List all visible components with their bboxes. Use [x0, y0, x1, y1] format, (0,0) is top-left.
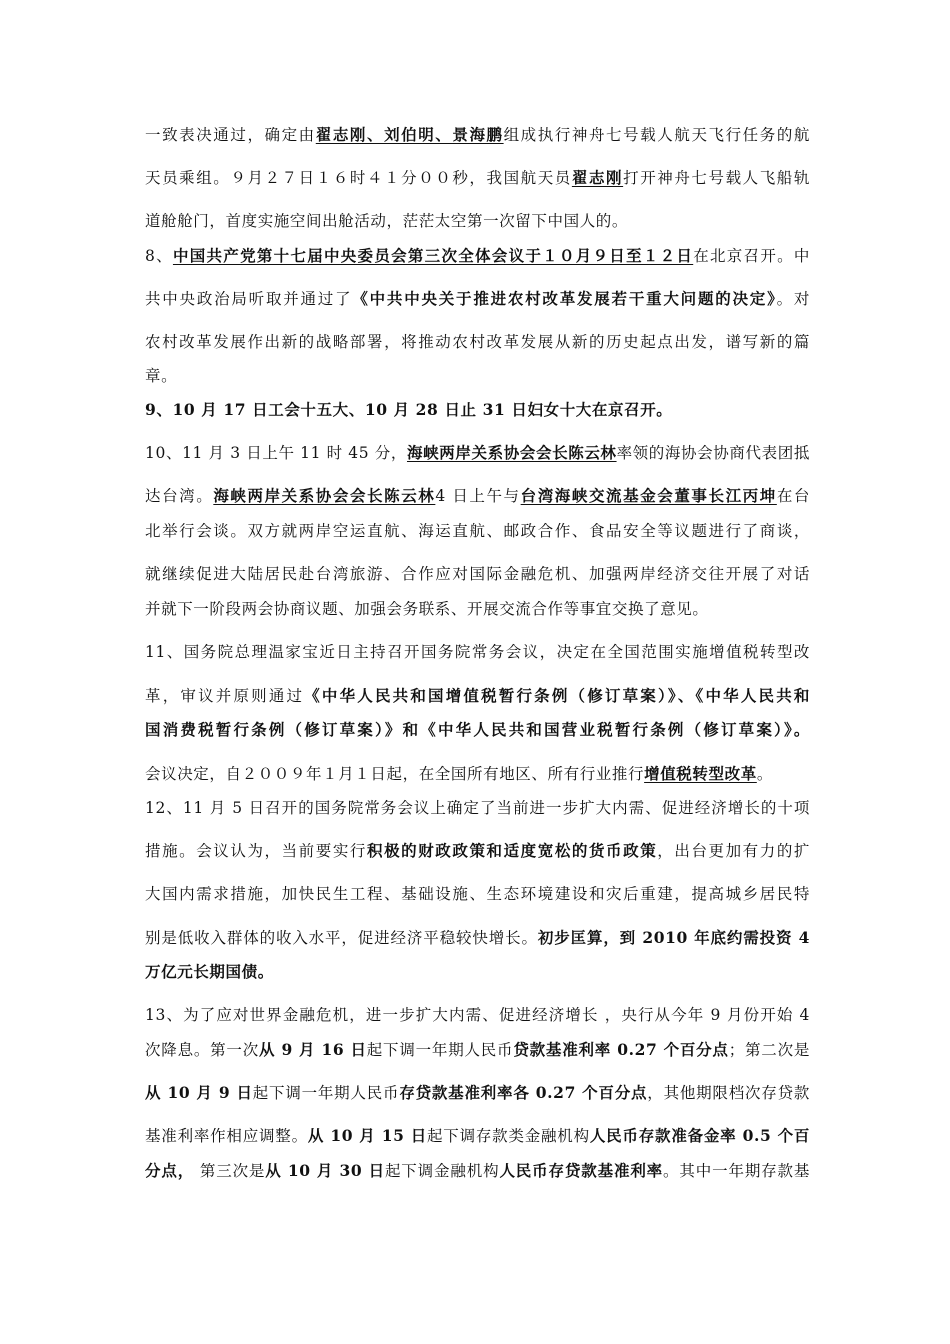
text-run: 打开神舟七号载人飞船轨	[623, 169, 810, 187]
bold-emphasis: 贷款基准利率 0.27 个百分点	[513, 1040, 729, 1059]
underlined-emphasis: 台湾海峡交流基金会董事长江丙坤	[520, 486, 777, 505]
text-run: 。对	[776, 290, 810, 308]
text-line	[145, 564, 810, 584]
text-run: 8、	[145, 247, 173, 265]
bold-emphasis: 从 10 月 30 日	[265, 1161, 385, 1180]
text-run: 达台湾。	[145, 487, 214, 505]
text-run: 12、11 月 5 日召开的国务院常务会议上确定了当前进一步扩大内需、促进经济增长的十项	[145, 799, 810, 817]
bold-emphasis: 人民币存款准备金率 0.5 个百	[589, 1126, 810, 1145]
text-run: 。	[756, 765, 773, 783]
bold-emphasis: 积极的财政政策和适度宽松的货币政策	[367, 841, 658, 860]
bold-emphasis: 分点，	[145, 1161, 195, 1180]
underlined-emphasis: 翟志刚、刘伯明、景海鹏	[315, 125, 504, 144]
text-run: 次降息。第一次	[145, 1041, 260, 1059]
text-run: 4 日上午与	[435, 487, 521, 505]
text-run: 11、国务院总理温家宝近日主持召开国务院常务会议，决定在全国范围实施增值税转型改	[145, 643, 810, 661]
underlined-emphasis: 翟志刚	[571, 168, 624, 187]
text-line	[145, 400, 810, 420]
text-run: 率领的海协会协商代表团抵	[616, 444, 810, 462]
bold-emphasis: 国消费税暂行条例（修订草案）》和《中华人民共和国营业税暂行条例（修订草案）》。	[145, 720, 810, 739]
bold-emphasis: 从 10 月 15 日	[307, 1126, 428, 1145]
text-run: 起下调存款类金融机构	[427, 1127, 590, 1145]
text-run: ，出台更加有力的扩	[657, 842, 810, 860]
underlined-emphasis: 增值税转型改革	[644, 764, 757, 783]
text-run: 章。	[145, 367, 178, 385]
text-run: 在台	[776, 487, 810, 505]
text-line	[145, 486, 810, 506]
text-line	[145, 642, 810, 662]
text-run: 大国内需求措施，加快民生工程、基础设施、生态环境建设和灾后重建，提高城乡居民特	[145, 885, 810, 903]
text-line	[145, 521, 810, 541]
bold-emphasis: 从 10 月 9 日	[145, 1083, 253, 1102]
text-line	[145, 211, 810, 231]
text-line	[145, 764, 810, 784]
text-run: 革，审议并原则通过	[145, 687, 305, 705]
text-line	[145, 928, 810, 948]
text-run: 组成执行神舟七号载人航天飞行任务的航	[503, 126, 810, 144]
bold-emphasis: 初步匡算，到 2010 年底约需投资 4	[537, 928, 810, 947]
text-run: 在北京召开。中	[693, 247, 810, 265]
text-line	[145, 720, 810, 740]
text-run: 会议决定，自２００９年１月１日起，在全国所有地区、所有行业推行	[145, 765, 645, 783]
text-run: 第三次是	[194, 1162, 266, 1180]
text-run: 起下调金融机构	[384, 1162, 500, 1180]
text-line	[145, 289, 810, 309]
text-run: 农村改革发展作出新的战略部署，将推动农村改革发展从新的历史起点出发，谱写新的篇	[145, 333, 810, 351]
text-run: 别是低收入群体的收入水平，促进经济平稳较快增长。	[145, 929, 538, 947]
text-run: 就继续促进大陆居民赴台湾旅游、合作应对国际金融危机、加强两岸经济交往开展了对话	[145, 565, 810, 583]
text-run: 起下调一年期人民币	[366, 1041, 514, 1059]
text-run: 北举行会谈。双方就两岸空运直航、海运直航、邮政合作、食品安全等议题进行了商谈，	[145, 522, 810, 540]
text-run: 基准利率作相应调整。	[145, 1127, 308, 1145]
bold-emphasis: 从 9 月 16 日	[259, 1040, 367, 1059]
text-run: 13、为了应对世界金融危机，进一步扩大内需、促进经济增长 ，央行从今年 9 月份开始 4	[145, 1006, 810, 1024]
text-run: 起下调一年期人民币	[252, 1084, 400, 1102]
text-run: 并就下一阶段两会协商议题、加强会务联系、开展交流合作等事宜交换了意见。	[145, 600, 709, 618]
bold-emphasis: 存贷款基准利率各 0.27 个百分点	[399, 1083, 648, 1102]
text-run: 天员乘组。９月２７日１６时４１分００秒，我国航天员	[145, 169, 572, 187]
text-line	[145, 599, 810, 619]
text-run: 一致表决通过，确定由	[145, 126, 316, 144]
text-line	[145, 798, 810, 818]
text-line	[145, 332, 810, 352]
text-line	[145, 962, 810, 982]
text-run: ；第二次是	[728, 1041, 810, 1059]
text-line	[145, 1161, 810, 1181]
text-line	[145, 884, 810, 904]
text-line	[145, 841, 810, 861]
text-run: 共中央政治局听取并通过了	[145, 290, 353, 308]
text-line	[145, 125, 810, 145]
text-line	[145, 443, 810, 463]
underlined-emphasis: 中国共产党第十七届中央委员会第三次全体会议于１０月９日至１２日	[172, 246, 694, 265]
bold-emphasis: 《中华人民共和国增值税暂行条例（修订草案）》、《中华人民共和	[304, 686, 810, 705]
text-line	[145, 686, 810, 706]
bold-emphasis: 《中共中央关于推进农村改革发展若干重大问题的决定》	[352, 289, 777, 308]
text-line	[145, 1126, 810, 1146]
text-run: ，其他期限档次存贷款	[647, 1084, 810, 1102]
underlined-emphasis: 海峡两岸关系协会会长陈云林	[406, 443, 617, 462]
bold-emphasis: 万亿元长期国债。	[145, 962, 274, 981]
text-line	[145, 1040, 810, 1060]
bold-emphasis: 9、10 月 17 日工会十五大、10 月 28 日止 31 日妇女十大在京召开。	[145, 400, 673, 419]
bold-emphasis: 人民币存贷款基准利率	[499, 1161, 664, 1180]
text-line	[145, 246, 810, 266]
text-run: 道舱舱门，首度实施空间出舱活动，茫茫太空第一次留下中国人的。	[145, 212, 629, 230]
text-run: 。其中一年期存款基	[663, 1162, 810, 1180]
text-line	[145, 1005, 810, 1025]
text-run: 措施。会议认为，当前要实行	[145, 842, 367, 860]
underlined-emphasis: 海峡两岸关系协会会长陈云林	[213, 486, 436, 505]
text-line	[145, 1083, 810, 1103]
text-run: 10、11 月 3 日上午 11 时 45 分，	[145, 444, 407, 462]
text-line	[145, 366, 810, 386]
text-line	[145, 168, 810, 188]
